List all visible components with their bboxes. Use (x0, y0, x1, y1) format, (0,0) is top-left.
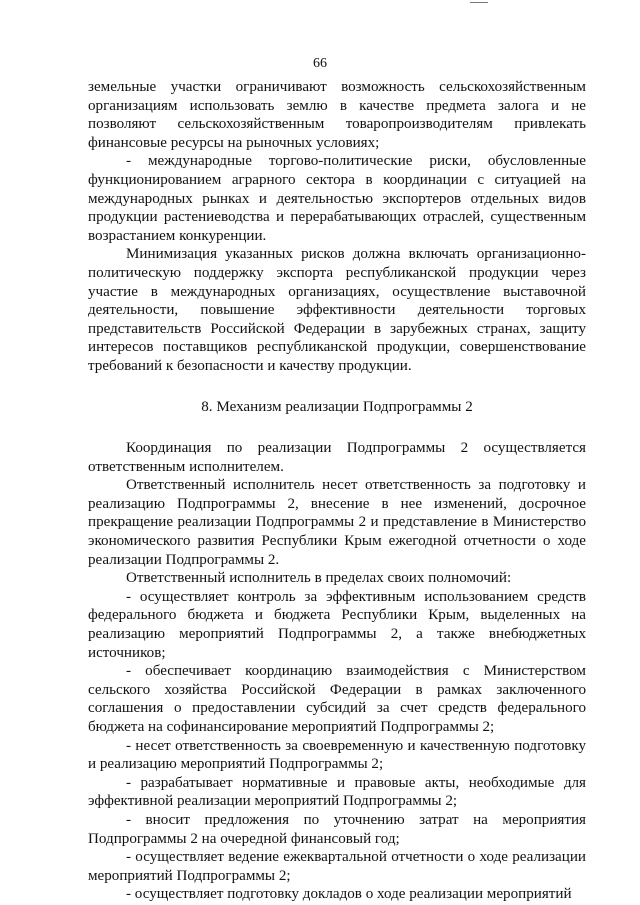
paragraph: Координация по реализации Подпрограммы 2 осуществляется ответственным исполнителем. (88, 440, 586, 475)
scan-mark (470, 2, 488, 3)
list-item: - несет ответственность за своевременную и качественную подготовку и реализацию мероприятий Подпрограммы 2; (88, 737, 586, 773)
list-item: - осуществляет подготовку докладов о ходе реализации мероприятий (126, 886, 572, 903)
list-item: - разрабатывает нормативные и правовые акты, необходимые для эффективной реализации мероприятий Подпрограммы 2; (88, 774, 586, 810)
document-body (88, 78, 586, 904)
list-item: - вносит предложения по уточнению затрат на мероприятия Подпрограммы 2 на очередной финансовый год; (88, 811, 586, 847)
list-item: - осуществляет контроль за эффективным использованием средств федерального бюджета и бюджета Республики Крым, выделенных на реализацию мероприятий Подпрограммы 2, а также внебюджетных источников; (88, 588, 586, 661)
paragraph: - международные торгово-политические риски, обусловленные функционированием аграрного сектора в координации с ситуацией на международных рынках и деятельностью экспортеров отдельных видов продукции растениеводства и перерабатывающих отраслей, существенным возрастанием конкуренции. (88, 153, 586, 244)
list-item: - обеспечивает координацию взаимодействия с Министерством сельского хозяйства Российской Федерации в рамках заключенного соглашения о предоставлении субсидий за счет средств федерального бюджета на софинансирование мероприятий Подпрограммы 2; (88, 663, 586, 735)
paragraph: Минимизация указанных рисков должна включать организационно-политическую поддержку экспорта республиканской продукции через участие в международных организациях, осуществление выставочной деятельности, повышение эффективности деятельности торговых представительств Российской Федерации в зарубежных странах, защиту интересов поставщиков республиканской продукции, совершенствование требований к безопасности и качеству продукции. (88, 246, 586, 374)
paragraph: Ответственный исполнитель в пределах своих полномочий: (126, 570, 512, 587)
paragraph: земельные участки ограничивают возможность сельскохозяйственным организациям использовать землю в качестве предмета залога и не позволяют сельскохозяйственным товаропроизводителям привлекать финансовые ресурсы на рыночных условиях; (88, 79, 586, 151)
section-heading: 8. Механизм реализации Подпрограммы 2 (201, 398, 473, 415)
list-item: - осуществляет ведение ежеквартальной отчетности о ходе реализации мероприятий Подпрограммы 2; (88, 849, 586, 884)
page-number: 66 (313, 56, 327, 71)
paragraph: Ответственный исполнитель несет ответственность за подготовку и реализацию Подпрограммы 2, внесение в нее изменений, досрочное прекращение реализации Подпрограммы 2 и представление в Министерство экономического развития Республики Крым ежегодной отчетности о ходе реализации Подпрограммы 2. (88, 477, 586, 568)
